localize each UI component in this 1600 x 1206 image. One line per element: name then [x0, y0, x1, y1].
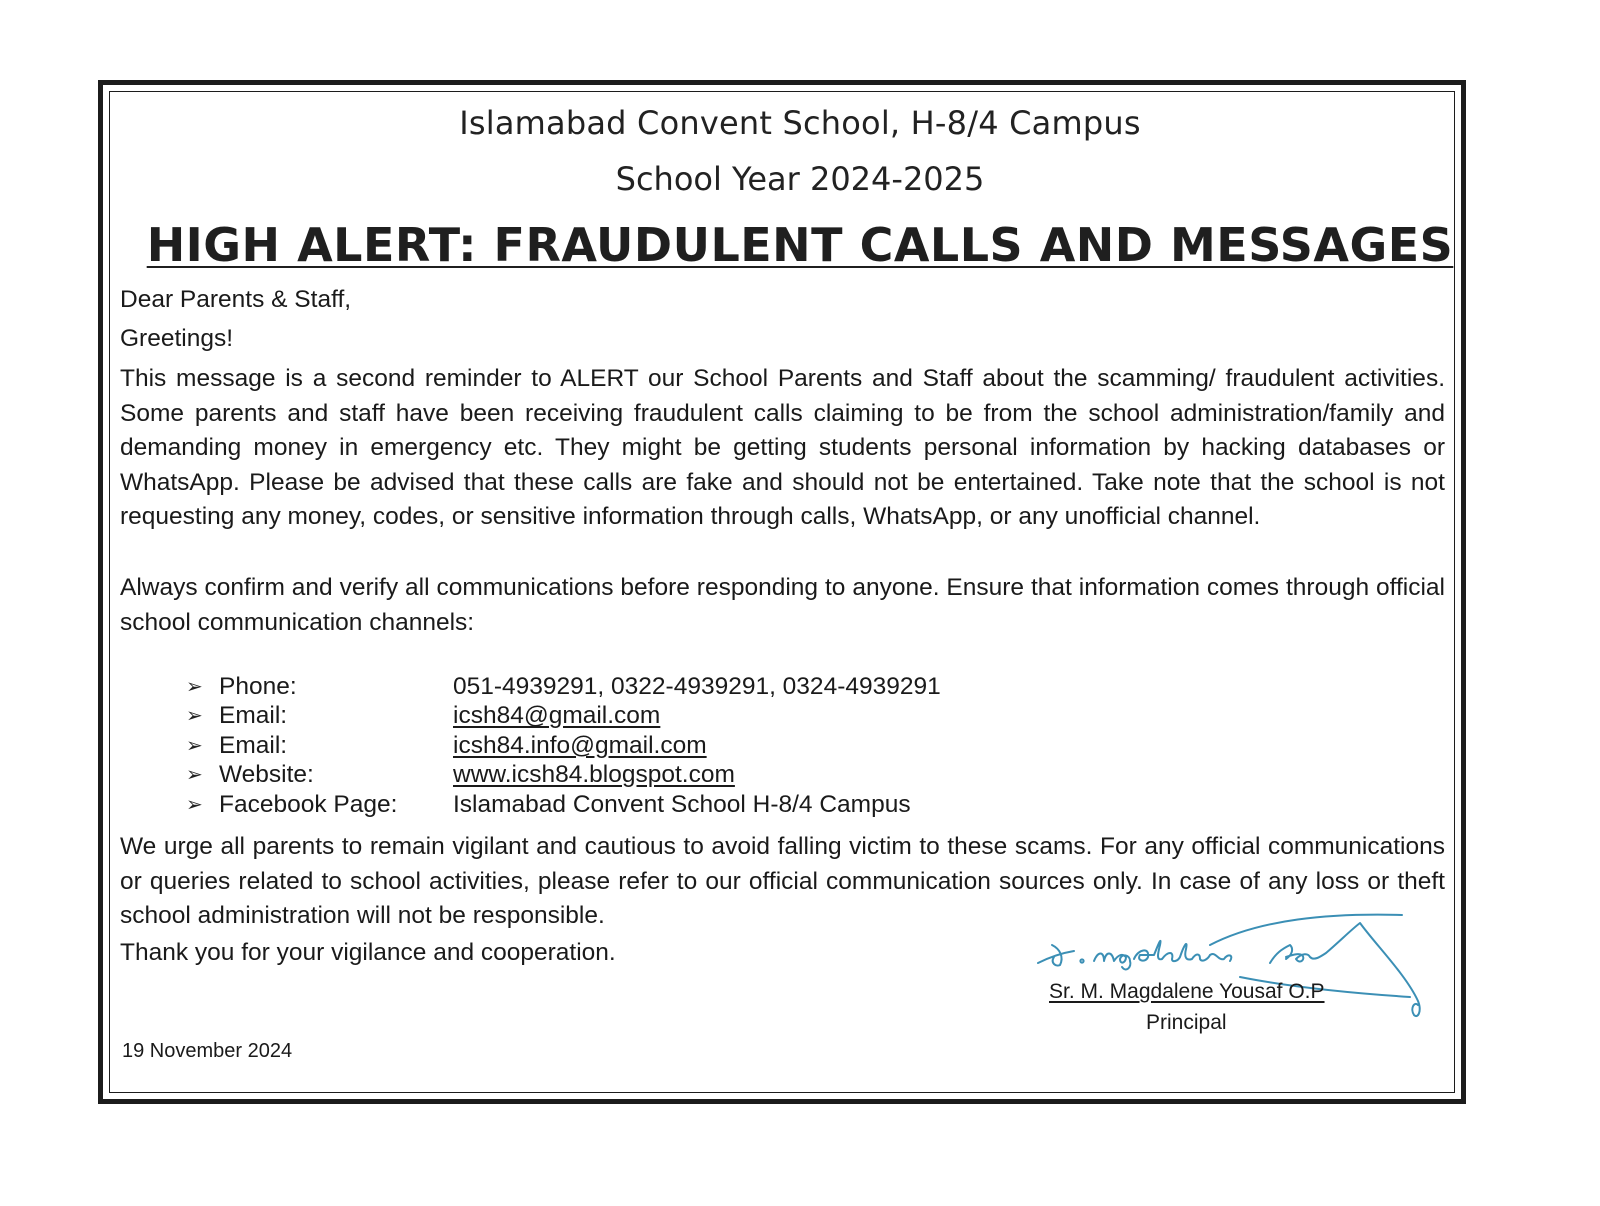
- signatory-name: Sr. M. Magdalene Yousaf O.P: [1049, 980, 1325, 1003]
- contact-website-link[interactable]: www.icsh84.blogspot.com: [453, 761, 735, 789]
- contact-item-email-info: [186, 731, 941, 761]
- contact-label: Phone:: [219, 672, 297, 700]
- contact-list: [186, 672, 941, 820]
- arrow-bullet-icon: ➢: [186, 793, 203, 816]
- contact-item-phone: [186, 672, 941, 702]
- closing-line: Thank you for your vigilance and cooperation.: [120, 939, 616, 966]
- contact-label: Website:: [219, 761, 314, 789]
- contact-item-email: [186, 702, 941, 732]
- school-year: School Year 2024-2025: [615, 160, 985, 198]
- notice-date: 19 November 2024: [122, 1040, 293, 1062]
- signatory-title: Principal: [1146, 1011, 1227, 1034]
- paragraph-fraud-warning: This message is a second reminder to ALERT our School Parents and Staff about the scamming/ fraudulent activities. Some parents and staff have been receiving fraudulent calls claiming to be from the school administration/family and demanding money in emergency etc. They might be getting students personal information by hacking databases or WhatsApp. Please be advised that these calls are fake and should not be entertained. Take note that the school is not requesting any money, codes, or sensitive information through calls, WhatsApp, or any unofficial channel.: [120, 365, 1445, 530]
- alert-title: [0, 218, 1600, 272]
- arrow-bullet-icon: ➢: [186, 705, 203, 728]
- alert-title-text: HIGH ALERT: FRAUDULENT CALLS AND MESSAGES: [146, 218, 1454, 272]
- contact-phone-value: 051-4939291, 0322-4939291, 0324-4939291: [453, 672, 941, 700]
- contact-label: Facebook Page:: [219, 790, 398, 818]
- paragraph-vigilance: We urge all parents to remain vigilant and cautious to avoid falling victim to these scams. For any official communications or queries related to school activities, please refer to our official communication sources only. In case of any loss or theft school administration will not be responsible.: [120, 833, 1445, 929]
- contact-label: Email:: [219, 731, 288, 759]
- arrow-bullet-icon: ➢: [186, 675, 203, 698]
- arrow-bullet-icon: ➢: [186, 764, 203, 787]
- salutation: Dear Parents & Staff,: [120, 286, 352, 313]
- contact-item-website: [186, 761, 941, 791]
- contact-email-info-link[interactable]: icsh84.info@gmail.com: [453, 731, 707, 759]
- contact-email-link[interactable]: icsh84@gmail.com: [453, 702, 661, 730]
- handwritten-signature: [1030, 905, 1430, 1035]
- contact-label: Email:: [219, 702, 288, 730]
- school-name: Islamabad Convent School, H-8/4 Campus: [459, 104, 1141, 142]
- contact-item-facebook: [186, 790, 941, 820]
- paragraph-verify-channels: Always confirm and verify all communications before responding to anyone. Ensure that information comes through official school communication channels:: [120, 574, 1445, 636]
- contact-facebook-value: Islamabad Convent School H-8/4 Campus: [453, 790, 911, 818]
- greeting: Greetings!: [120, 325, 234, 352]
- arrow-bullet-icon: ➢: [186, 734, 203, 757]
